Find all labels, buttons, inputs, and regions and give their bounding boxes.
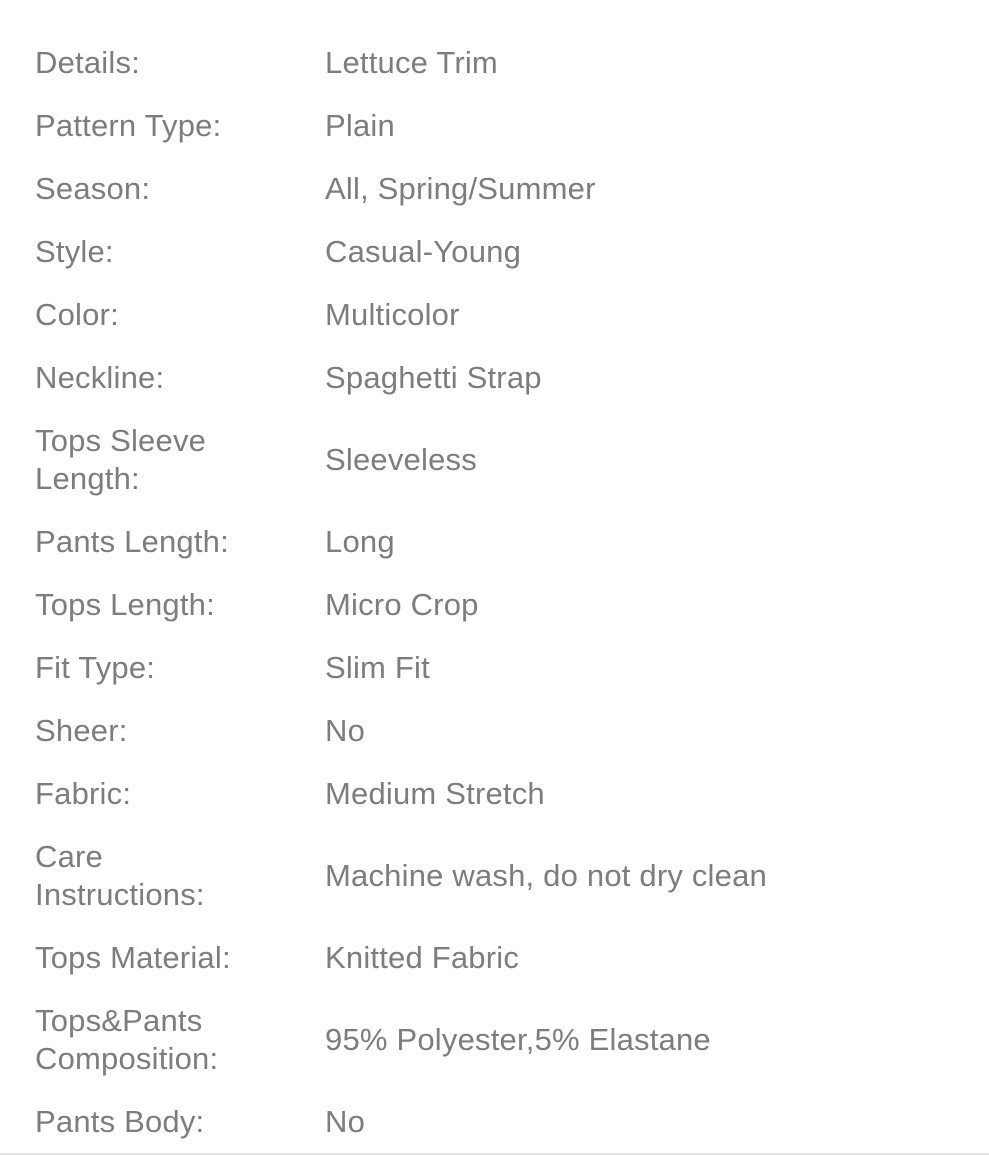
product-attribute-row <box>35 409 954 510</box>
product-attribute-row <box>35 989 954 1090</box>
product-attribute-row <box>35 220 954 283</box>
attribute-value: Medium Stretch <box>325 775 545 811</box>
attribute-label: Season: <box>35 170 151 206</box>
attribute-value: Lettuce Trim <box>325 44 498 80</box>
attribute-label: Pants Body: <box>35 1103 205 1139</box>
attribute-label: Fit Type: <box>35 649 156 685</box>
product-attribute-row <box>35 1090 954 1153</box>
attribute-label: Care Instructions: <box>35 838 205 912</box>
attribute-label: Tops&Pants Composition: <box>35 1002 219 1076</box>
attribute-value: Spaghetti Strap <box>325 359 542 395</box>
product-attribute-row <box>35 926 954 989</box>
attribute-value: Micro Crop <box>325 586 479 622</box>
product-attribute-row <box>35 31 954 94</box>
product-attribute-row <box>35 825 954 926</box>
attribute-label: Neckline: <box>35 359 165 395</box>
attribute-value: Knitted Fabric <box>325 939 520 975</box>
attribute-label: Details: <box>35 44 140 80</box>
attribute-value: Sleeveless <box>325 441 477 477</box>
attribute-value: Long <box>325 523 395 559</box>
attribute-value: Casual-Young <box>325 233 522 269</box>
attribute-value: Multicolor <box>325 296 460 332</box>
attribute-value: No <box>325 712 366 748</box>
attribute-value: All, Spring/Summer <box>325 170 596 206</box>
attribute-label: Tops Length: <box>35 586 215 622</box>
product-attribute-row <box>35 94 954 157</box>
attribute-label: Pants Length: <box>35 523 229 559</box>
attribute-label: Sheer: <box>35 712 128 748</box>
attribute-label: Style: <box>35 233 114 269</box>
attribute-value: No <box>325 1103 366 1139</box>
attribute-value: Plain <box>325 107 395 143</box>
attribute-label: Fabric: <box>35 775 132 811</box>
attribute-label: Tops Sleeve Length: <box>35 422 207 496</box>
product-attribute-row <box>35 573 954 636</box>
product-attribute-row <box>35 283 954 346</box>
attribute-label: Color: <box>35 296 119 332</box>
attribute-label: Pattern Type: <box>35 107 222 143</box>
product-attribute-row <box>35 699 954 762</box>
attribute-label: Tops Material: <box>35 939 231 975</box>
attribute-value: 95% Polyester,5% Elastane <box>325 1021 711 1057</box>
product-attribute-row <box>35 346 954 409</box>
attribute-value: Slim Fit <box>325 649 430 685</box>
product-attribute-row <box>35 762 954 825</box>
product-attribute-row <box>35 157 954 220</box>
attribute-value: Machine wash, do not dry clean <box>325 857 767 893</box>
product-attribute-row <box>35 636 954 699</box>
product-attribute-row <box>35 510 954 573</box>
